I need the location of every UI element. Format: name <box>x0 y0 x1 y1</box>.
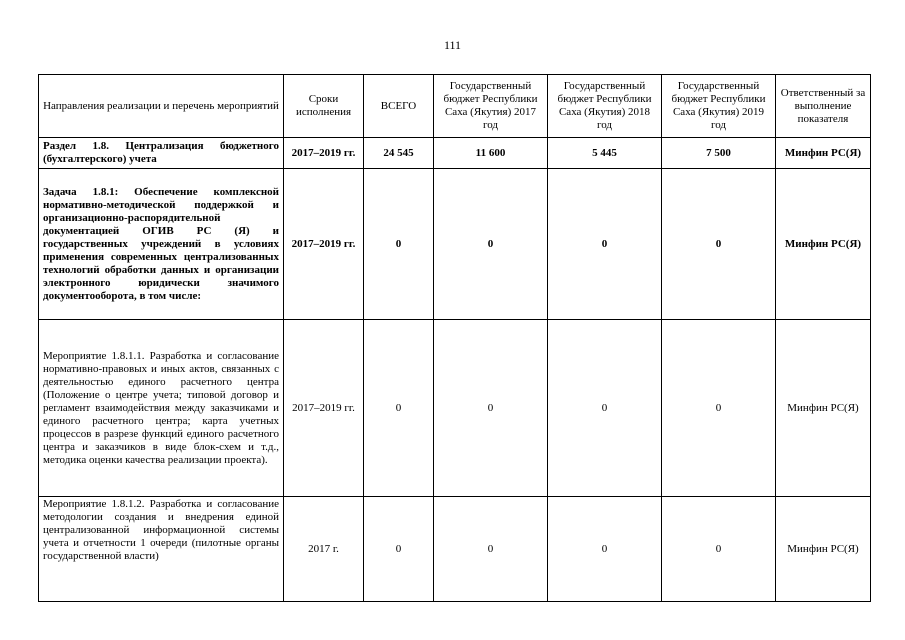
row-2017: 11 600 <box>434 138 548 169</box>
header-directions: Направления реализации и перечень мероприятий <box>39 75 284 138</box>
row-responsible: Минфин РС(Я) <box>776 138 871 169</box>
header-budget-2019: Государственный бюджет Республики Саха (Якутия) 2019 год <box>662 75 776 138</box>
header-budget-2017: Государственный бюджет Республики Саха (Якутия) 2017 год <box>434 75 548 138</box>
row-2018: 0 <box>548 169 662 320</box>
row-2017: 0 <box>434 497 548 602</box>
row-description: Задача 1.8.1: Обеспечение комплексной нормативно-методической поддержкой и организационно-распорядительной документацией ОГИВ РС (Я) и государственных учреждений в условиях применения современных централизованных технологий обработки данных и организации электронного юридически значимого документооборота, в том числе: <box>39 169 284 320</box>
header-budget-2018: Государственный бюджет Республики Саха (Якутия) 2018 год <box>548 75 662 138</box>
row-2019: 7 500 <box>662 138 776 169</box>
row-total: 0 <box>364 497 434 602</box>
row-description: Раздел 1.8. Централизация бюджетного (бухгалтерского) учета <box>39 138 284 169</box>
row-description: Мероприятие 1.8.1.2. Разработка и согласование методологии создания и внедрения единой централизованной информационной системы учета и отчетности 1 очереди (пилотные органы государственной власти) <box>39 497 284 602</box>
page-number: 111 <box>443 38 462 52</box>
table-row <box>39 497 871 602</box>
row-responsible: Минфин РС(Я) <box>776 497 871 602</box>
row-2017: 0 <box>434 320 548 497</box>
table-row <box>39 169 871 320</box>
budget-table <box>38 74 871 602</box>
row-2019: 0 <box>662 497 776 602</box>
row-period: 2017–2019 гг. <box>284 320 364 497</box>
header-row <box>39 75 871 138</box>
row-2017: 0 <box>434 169 548 320</box>
header-total: ВСЕГО <box>364 75 434 138</box>
row-total: 0 <box>364 320 434 497</box>
row-period: 2017–2019 гг. <box>284 169 364 320</box>
row-period: 2017 г. <box>284 497 364 602</box>
row-2018: 0 <box>548 320 662 497</box>
row-responsible: Минфин РС(Я) <box>776 320 871 497</box>
row-responsible: Минфин РС(Я) <box>776 169 871 320</box>
row-2018: 0 <box>548 497 662 602</box>
table-row <box>39 138 871 169</box>
row-2019: 0 <box>662 320 776 497</box>
table-row <box>39 320 871 497</box>
header-responsible: Ответственный за выполнение показателя <box>776 75 871 138</box>
header-period: Сроки исполнения <box>284 75 364 138</box>
row-2018: 5 445 <box>548 138 662 169</box>
row-period: 2017–2019 гг. <box>284 138 364 169</box>
row-description: Мероприятие 1.8.1.1. Разработка и согласование нормативно-правовых и иных актов, связанных с деятельностью единого расчетного центра (Положение о центре учета; типовой договор и регламент взаимодействия между заказчиками и единого расчетного центра; карта учетных процессов в разрезе функций единого расчетного центра и заказчиков в виде блок-схем и т.д., методика оценки качества реализации проекта). <box>39 320 284 497</box>
row-total: 24 545 <box>364 138 434 169</box>
row-total: 0 <box>364 169 434 320</box>
row-2019: 0 <box>662 169 776 320</box>
